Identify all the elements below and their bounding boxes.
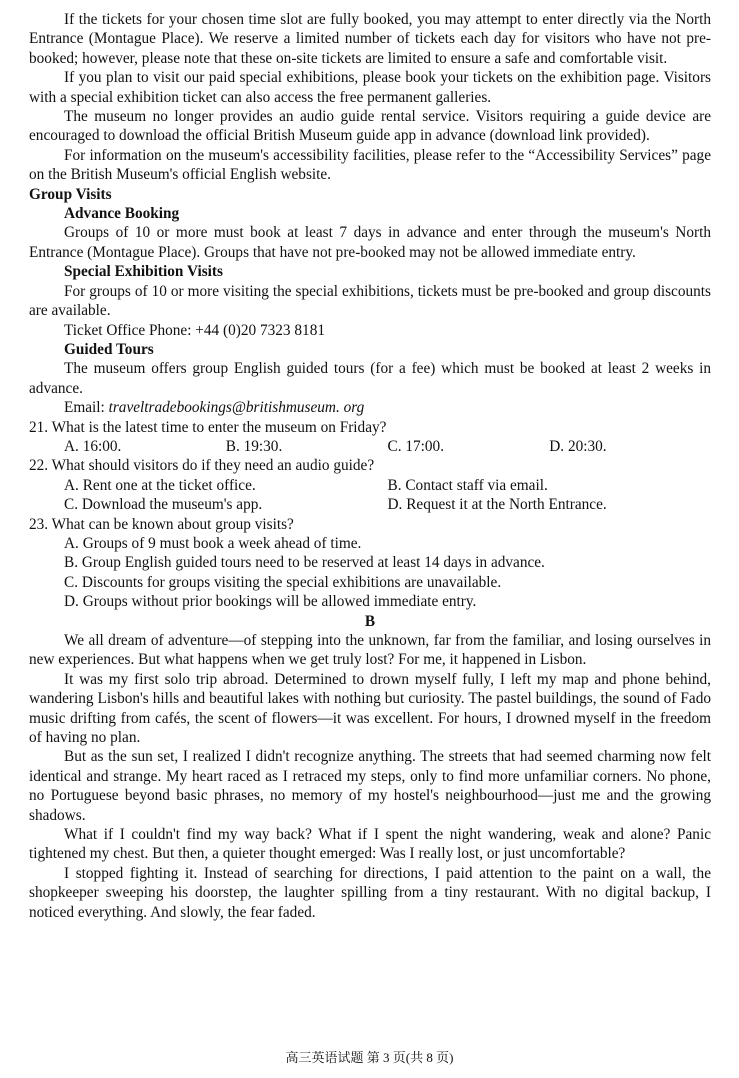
q21-option-a: A. 16:00. [64,437,122,455]
q21-option-c: C. 17:00. [387,437,445,455]
passage-b-paragraph-3: But as the sun set, I realized I didn't recognize anything. The streets that had seemed charming now felt identical and strange. My heart raced as I retraced my steps, only to find more unfamiliar corners. No phone, no Portuguese beyond basic phrases, no memory of my hostel's neighbourhood—just me and the growing shadows. [29,748,711,824]
q22-option-a: A. Rent one at the ticket office. [64,476,256,494]
passage-b-paragraph-5: I stopped fighting it. Instead of searching for directions, I paid attention to the paint on a wall, the shopkeeper sweeping his doorstep, the laughter spilling from a tiny restaurant. With no digital backup, I noticed everything. And slowly, the fear faded. [29,864,711,921]
passage-b-label: B [364,612,376,630]
question-22: 22. What should visitors do if they need an audio guide? [29,457,375,475]
q23-option-d: D. Groups without prior bookings will be allowed immediate entry. [64,593,477,611]
intro-paragraph-2: If you plan to visit our paid special exhibitions, please book your tickets on the exhibition page. Visitors with a special exhibition ticket can also access the free permanent galleries. [29,69,711,106]
intro-paragraph-4: For information on the museum's accessibility facilities, please refer to the “Accessibility Services” page on the British Museum's official English website. [29,146,711,184]
intro-paragraph-3: The museum no longer provides an audio guide rental service. Visitors requiring a guide device are encouraged to download the official British Museum guide app in advance (download link provided). [29,108,711,145]
q23-option-b: B. Group English guided tours need to be reserved at least 14 days in advance. [64,554,545,572]
page-footer: 高三英语试题 第 3 页(共 8 页) [285,1050,454,1065]
q23-option-c: C. Discounts for groups visiting the special exhibitions are unavailable. [64,573,502,591]
q23-option-a: A. Groups of 9 must book a week ahead of time. [64,534,362,552]
q21-option-d: D. 20:30. [549,437,607,455]
question-22-options-row-2 [29,495,711,514]
question-21-options [29,437,711,456]
exam-page [29,10,711,922]
passage-b-paragraph-1: We all dream of adventure—of stepping into the unknown, far from the familiar, and losing ourselves in new experiences. But what happens when we get truly lost? For me, it happened in Lisbon. [29,632,711,669]
intro-paragraph-1: If the tickets for your chosen time slot are fully booked, you may attempt to enter directly via the North Entrance (Montague Place). We reserve a limited number of tickets each day for visitors who have not pre-booked; however, please note that these on-site tickets are limited to ensure a safe and comfortable visit. [29,11,711,67]
question-23: 23. What can be known about group visits? [29,515,294,533]
q21-option-b: B. 19:30. [225,437,283,455]
q22-option-c: C. Download the museum's app. [64,496,263,514]
guided-tours-text: The museum offers group English guided tours (for a fee) which must be booked at least 2 weeks in advance. [29,360,711,397]
group-visits-heading: Group Visits [29,185,112,203]
passage-b-paragraph-2: It was my first solo trip abroad. Determined to drown myself fully, I left my map and phone behind, wandering Lisbon's hills and beautiful lakes with nothing but curiosity. The pastel buildings, the sound of Fado music drifting from cafés, the scent of flowers—it was excellent. For hours, I drowned myself in the freedom of having no plan. [29,670,711,747]
special-exhibition-heading: Special Exhibition Visits [64,263,223,281]
passage-b-paragraph-4: What if I couldn't find my way back? What if I spent the night wandering, weak and alone? Panic tightened my chest. But then, a quieter thought emerged: Was I really lost, or just uncomfortable? [29,826,711,863]
guided-tours-heading: Guided Tours [64,340,154,358]
special-exhibition-text: For groups of 10 or more visiting the special exhibitions, tickets must be pre-booked and group discounts are available. [29,282,711,320]
ticket-office-phone: Ticket Office Phone: +44 (0)20 7323 8181 [64,321,326,339]
email-address: traveltradebookings@britishmuseum. org [108,399,365,417]
question-22-options-row-1 [29,476,711,495]
advance-booking-text: Groups of 10 or more must book at least 7 days in advance and enter through the museum's North Entrance (Montague Place). Groups that have not pre-booked may not be allowed immediate entry. [29,224,711,261]
email-label: Email: [64,399,109,417]
question-21: 21. What is the latest time to enter the museum on Friday? [29,418,387,436]
q22-option-d: D. Request it at the North Entrance. [387,496,607,514]
advance-booking-heading: Advance Booking [64,205,180,223]
email-line [29,398,711,417]
q22-option-b: B. Contact staff via email. [387,476,548,494]
